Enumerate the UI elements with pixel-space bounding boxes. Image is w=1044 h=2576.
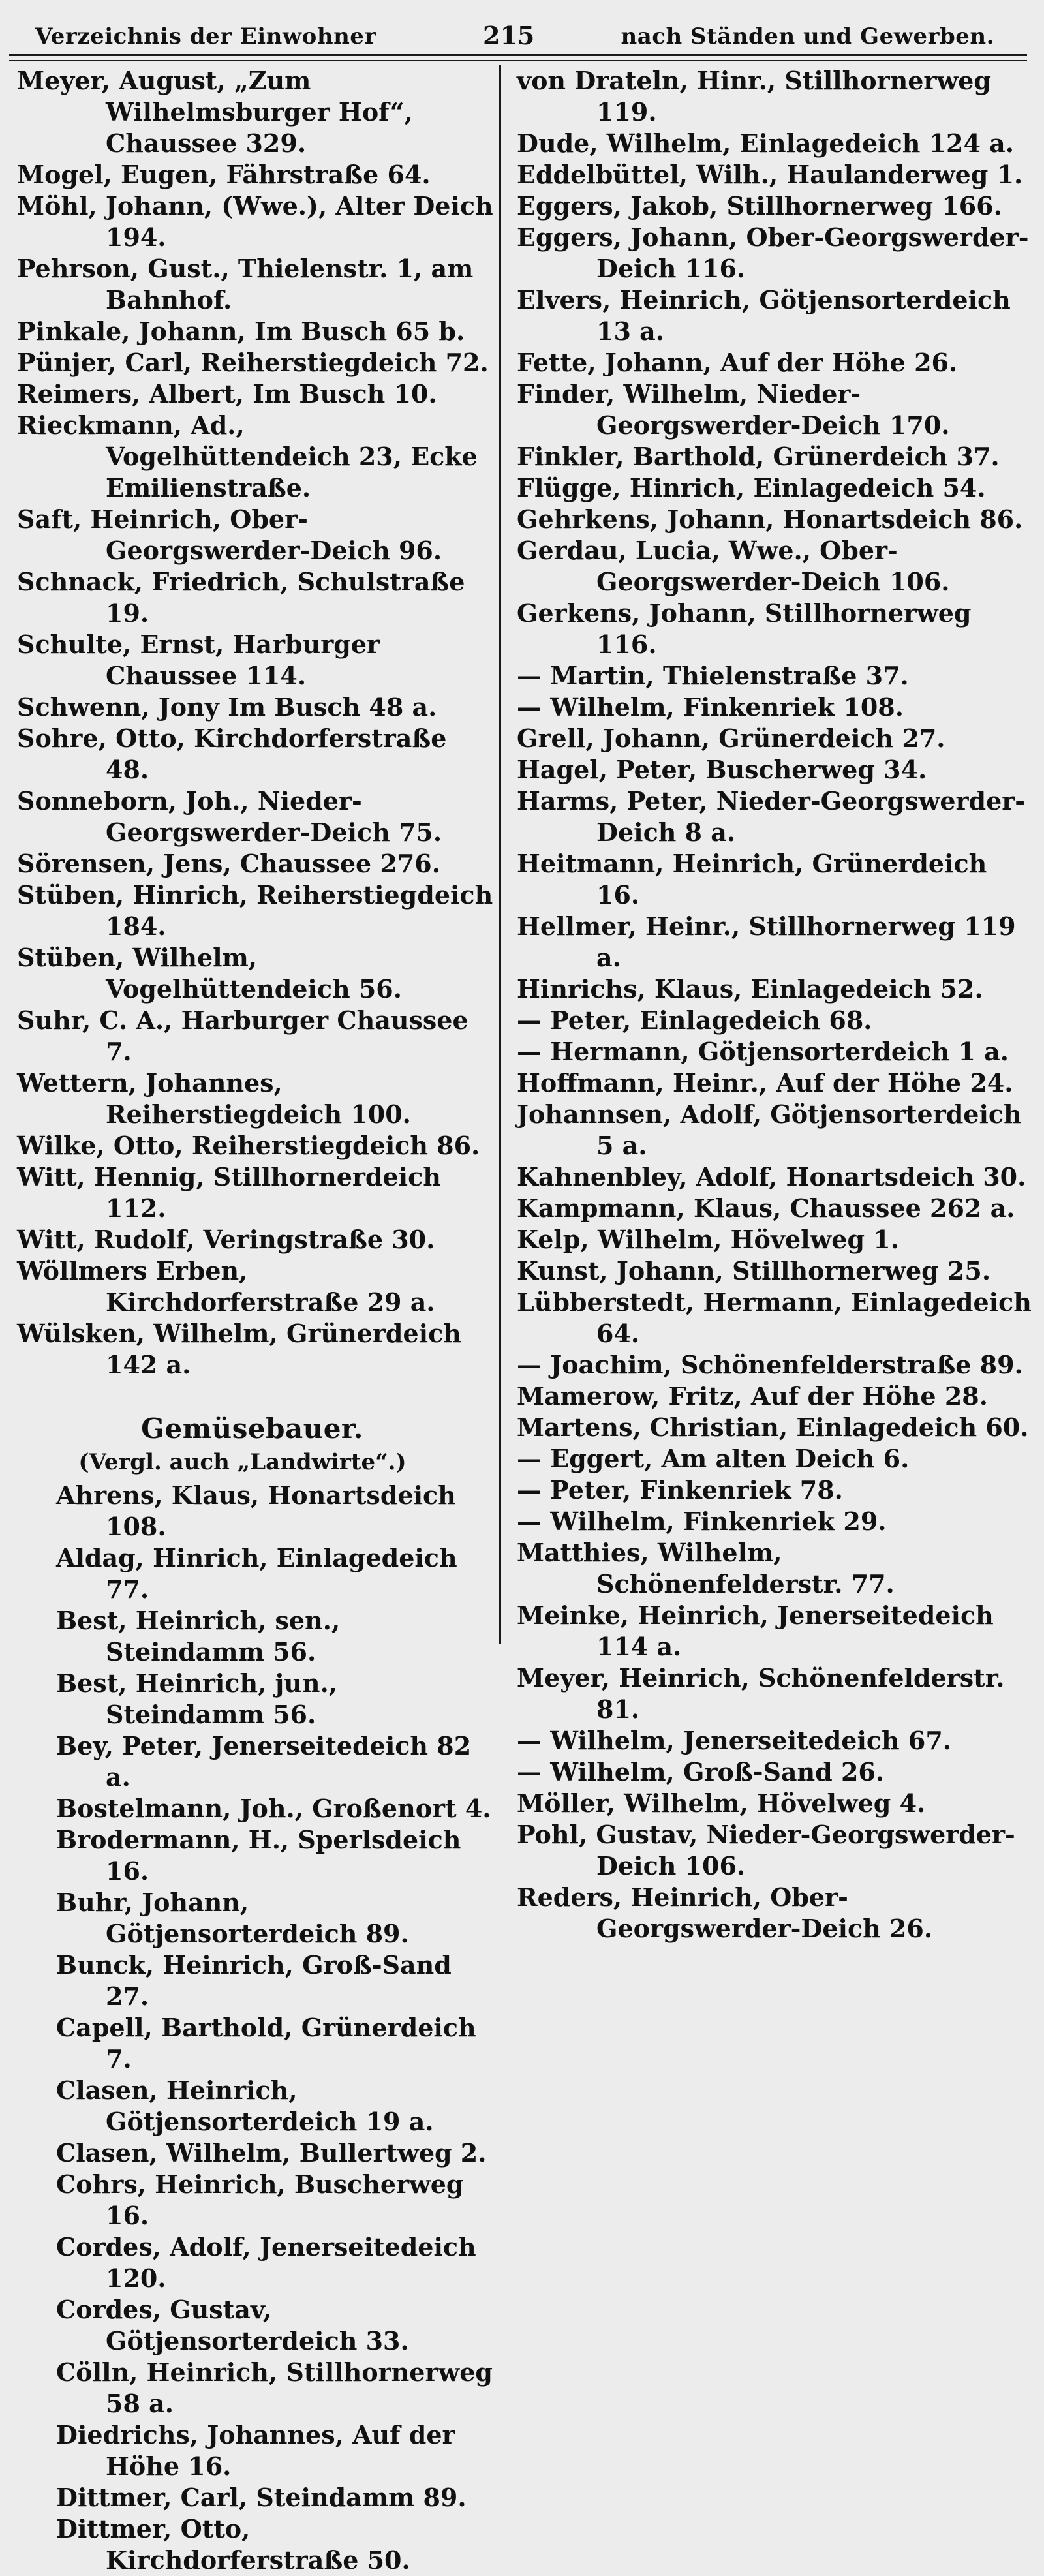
directory-entry: Reimers, Albert, Im Busch 10. xyxy=(17,379,437,408)
directory-entry: — Hermann, Götjensorterdeich 1 a. xyxy=(517,1037,1009,1066)
directory-entry: Stüben, Wilhelm, Vogelhüttendeich 56. xyxy=(17,943,402,1004)
directory-entry: Flügge, Hinrich, Einlagedeich 54. xyxy=(517,473,986,502)
directory-entry: Eddelbüttel, Wilh., Haulanderweg 1. xyxy=(517,160,1023,189)
directory-entry: Bey, Peter, Jenerseitedeich 82 a. xyxy=(56,1731,472,1792)
directory-entry: Schnack, Friedrich, Schulstraße 19. xyxy=(17,567,465,628)
directory-entry: Pünjer, Carl, Reiherstiegdeich 72. xyxy=(17,348,489,377)
directory-entry: Brodermann, H., Sperlsdeich 16. xyxy=(56,1825,461,1886)
directory-entry: Capell, Barthold, Grünerdeich 7. xyxy=(56,2013,476,2074)
directory-entry: Matthies, Wilhelm, Schönenfelderstr. 77. xyxy=(517,1538,895,1599)
directory-entry: Johannsen, Adolf, Götjensorterdeich 5 a. xyxy=(517,1099,1022,1160)
directory-entry: Rieckmann, Ad., Vogelhüttendeich 23, Ecke Emilienstraße. xyxy=(17,410,478,502)
directory-entry: — Wilhelm, Finkenriek 108. xyxy=(517,692,904,722)
directory-entry: Bostelmann, Joh., Großenort 4. xyxy=(56,1794,491,1823)
directory-entry: Saft, Heinrich, Ober-Georgswerder-Deich 96. xyxy=(17,504,442,565)
directory-entry: Wettern, Johannes, Reiherstiegdeich 100. xyxy=(17,1068,411,1129)
directory-entry: Schulte, Ernst, Harburger Chaussee 114. xyxy=(17,630,380,690)
directory-entry: Harms, Peter, Nieder-Georgswerder-Deich 8 a. xyxy=(517,786,1026,847)
directory-entry: Meyer, Heinrich, Schönenfelderstr. 81. xyxy=(517,1663,1005,1724)
directory-entry: Kahnenbley, Adolf, Honartsdeich 30. xyxy=(517,1162,1026,1191)
directory-entry: Diedrichs, Johannes, Auf der Höhe 16. xyxy=(56,2420,455,2481)
directory-entry: Aldag, Hinrich, Einlagedeich 77. xyxy=(56,1543,457,1604)
directory-entry: — Wilhelm, Groß-Sand 26. xyxy=(517,1757,885,1786)
directory-entry: Clasen, Heinrich, Götjensorterdeich 19 a. xyxy=(56,2076,434,2136)
section-cross-reference: (Vergl. auch „Landwirte“.) xyxy=(78,1449,407,1475)
header-rule-thick xyxy=(9,54,1027,56)
directory-entry: Mamerow, Fritz, Auf der Höhe 28. xyxy=(517,1381,988,1411)
directory-entry: — Wilhelm, Jenerseitedeich 67. xyxy=(517,1726,952,1755)
directory-entry: Gerdau, Lucia, Wwe., Ober-Georgswerder-Deich 106. xyxy=(517,536,950,596)
directory-entry: Cohrs, Heinrich, Buscherweg 16. xyxy=(56,2170,464,2230)
directory-entry: Gerkens, Johann, Stillhornerweg 116. xyxy=(517,598,972,659)
directory-entry: Eggers, Jakob, Stillhornerweg 166. xyxy=(517,191,1002,221)
directory-entry: Heitmann, Heinrich, Grünerdeich 16. xyxy=(517,849,987,910)
directory-entry: Pehrson, Gust., Thielenstr. 1, am Bahnhof. xyxy=(17,254,474,314)
directory-entry: Buhr, Johann, Götjensorterdeich 89. xyxy=(56,1888,409,1948)
directory-entry: Mogel, Eugen, Fährstraße 64. xyxy=(17,160,431,189)
directory-entry: Kelp, Wilhelm, Hövelweg 1. xyxy=(517,1225,899,1254)
directory-entry: — Wilhelm, Finkenriek 29. xyxy=(517,1507,887,1536)
directory-entry: Reders, Heinrich, Ober-Georgswerder-Deich 26. xyxy=(517,1882,933,1943)
directory-entry: Cordes, Gustav, Götjensorterdeich 33. xyxy=(56,2295,409,2355)
directory-entry: Lübberstedt, Hermann, Einlagedeich 64. xyxy=(517,1287,1032,1348)
directory-entry: Grell, Johann, Grünerdeich 27. xyxy=(517,724,945,753)
directory-entry: Witt, Hennig, Stillhornerdeich 112. xyxy=(17,1162,441,1223)
directory-entry: Sonneborn, Joh., Nieder-Georgswerder-Deich 75. xyxy=(17,786,442,847)
directory-entry: — Joachim, Schönenfelderstraße 89. xyxy=(517,1350,1023,1379)
directory-entry: Pinkale, Johann, Im Busch 65 b. xyxy=(17,316,465,346)
directory-entry: Schwenn, Jony Im Busch 48 a. xyxy=(17,692,437,722)
directory-entry: Bunck, Heinrich, Groß-Sand 27. xyxy=(56,1950,452,2011)
directory-entry: Ahrens, Klaus, Honartsdeich 108. xyxy=(56,1480,456,1541)
directory-entry: Hagel, Peter, Buscherweg 34. xyxy=(517,755,927,784)
directory-entry: Cordes, Adolf, Jenerseitedeich 120. xyxy=(56,2232,476,2293)
directory-entry: Wöllmers Erben, Kirchdorferstraße 29 a. xyxy=(17,1256,435,1317)
directory-entry: Meyer, August, „Zum Wilhelmsburger Hof“, Chaussee 329. xyxy=(17,66,413,158)
directory-entry: Möhl, Johann, (Wwe.), Alter Deich 194. xyxy=(17,191,493,252)
directory-entry: Wilke, Otto, Reiherstiegdeich 86. xyxy=(17,1131,480,1160)
directory-entry: Wülsken, Wilhelm, Grünerdeich 142 a. xyxy=(17,1319,461,1379)
directory-entry: Eggers, Johann, Ober-Georgswerder-Deich 116. xyxy=(517,222,1029,283)
running-header xyxy=(17,18,1027,55)
section-title: Gemüsebauer. xyxy=(141,1413,363,1445)
directory-entry: Dittmer, Carl, Steindamm 89. xyxy=(56,2483,467,2512)
column-divider xyxy=(499,65,501,1644)
directory-entry: Martens, Christian, Einlagedeich 60. xyxy=(517,1413,1029,1442)
directory-entry: — Martin, Thielenstraße 37. xyxy=(517,661,909,690)
header-right-title: nach Ständen und Gewerben. xyxy=(621,23,994,50)
directory-entry: Dude, Wilhelm, Einlagedeich 124 a. xyxy=(517,129,1014,158)
header-rule-thin xyxy=(9,60,1027,61)
directory-entry: Pohl, Gustav, Nieder-Georgswerder-Deich 106. xyxy=(517,1820,1015,1880)
left-entry-list xyxy=(9,65,495,1381)
page-number: 215 xyxy=(483,21,535,50)
section-entry-list xyxy=(9,1480,495,2576)
directory-entry: Suhr, C. A., Harburger Chaussee 7. xyxy=(17,1005,468,1066)
directory-entry: Kampmann, Klaus, Chaussee 262 a. xyxy=(517,1193,1015,1223)
directory-entry: Finder, Wilhelm, Nieder-Georgswerder-Deich 170. xyxy=(517,379,950,440)
header-left-title: Verzeichnis der Einwohner xyxy=(35,23,376,50)
directory-entry: Stüben, Hinrich, Reiherstiegdeich 184. xyxy=(17,880,493,941)
directory-entry: Kunst, Johann, Stillhornerweg 25. xyxy=(517,1256,991,1285)
directory-entry: Best, Heinrich, sen., Steindamm 56. xyxy=(56,1606,341,1666)
directory-entry: Finkler, Barthold, Grünerdeich 37. xyxy=(517,442,1000,471)
directory-entry: Meinke, Heinrich, Jenerseitedeich 114 a. xyxy=(517,1601,994,1661)
directory-entry: Dittmer, Otto, Kirchdorferstraße 50. xyxy=(56,2514,410,2575)
directory-entry: — Eggert, Am alten Deich 6. xyxy=(517,1444,910,1473)
directory-entry: Sörensen, Jens, Chaussee 276. xyxy=(17,849,440,878)
directory-entry: Hinrichs, Klaus, Einlagedeich 52. xyxy=(517,974,983,1004)
directory-entry: Cölln, Heinrich, Stillhornerweg 58 a. xyxy=(56,2357,493,2418)
directory-entry: — Peter, Finkenriek 78. xyxy=(517,1475,843,1505)
directory-entry: Sohre, Otto, Kirchdorferstraße 48. xyxy=(17,724,447,784)
directory-entry: Best, Heinrich, jun., Steindamm 56. xyxy=(56,1668,337,1729)
directory-entry: Witt, Rudolf, Veringstraße 30. xyxy=(17,1225,435,1254)
directory-entry: Clasen, Wilhelm, Bullertweg 2. xyxy=(56,2138,487,2168)
directory-entry: Fette, Johann, Auf der Höhe 26. xyxy=(517,348,958,377)
directory-entry: Hellmer, Heinr., Stillhornerweg 119 a. xyxy=(517,912,1016,972)
directory-entry: Elvers, Heinrich, Götjensorterdeich 13 a. xyxy=(517,285,1011,346)
right-column xyxy=(517,65,1032,1944)
directory-entry: Möller, Wilhelm, Hövelweg 4. xyxy=(517,1788,926,1818)
directory-entry: — Peter, Einlagedeich 68. xyxy=(517,1005,872,1035)
directory-entry: Hoffmann, Heinr., Auf der Höhe 24. xyxy=(517,1068,1013,1097)
directory-entry: von Drateln, Hinr., Stillhornerweg 119. xyxy=(517,66,991,127)
left-column xyxy=(9,65,495,2576)
directory-entry: Gehrkens, Johann, Honartsdeich 86. xyxy=(517,504,1023,534)
